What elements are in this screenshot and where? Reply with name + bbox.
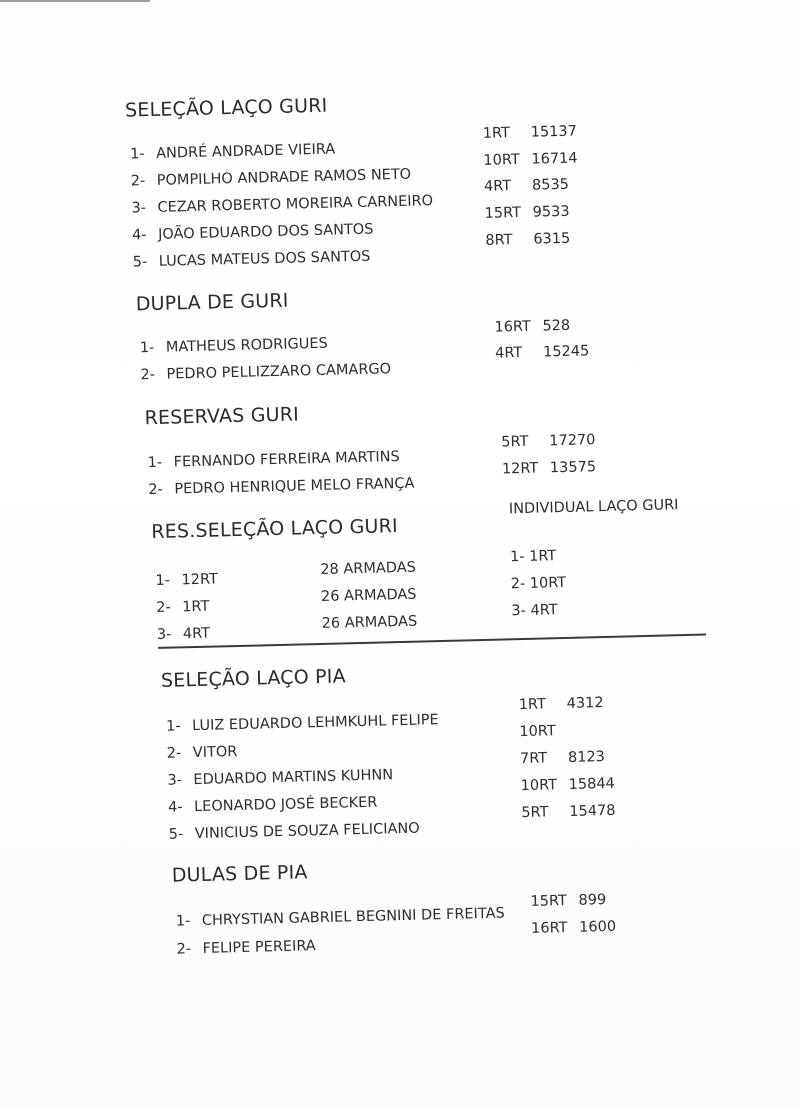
list-item: 1- ANDRÉ ANDRADE VIEIRA: [129, 141, 336, 163]
list-item: 4- JOÃO EDUARDO DOS SANTOS: [131, 221, 374, 244]
section-title-individual-laco-guri: INDIVIDUAL LAÇO GURI: [508, 497, 679, 518]
rt-code: 4RT 15245: [494, 343, 590, 362]
rt-code: 10RT 16714: [483, 150, 578, 169]
rt-code: 8RT 6315: [485, 230, 571, 249]
divider-line: [158, 634, 706, 649]
list-item: 3- EDUARDO MARTINS KUHNN: [167, 767, 394, 789]
rt-code: 1RT 4312: [518, 695, 604, 714]
list-item: 2- FELIPE PEREIRA: [176, 938, 316, 958]
rt-code: 7RT 8123: [519, 749, 606, 768]
scan-edge-line: [0, 0, 150, 2]
rt-code: 5RT 15478: [521, 802, 616, 822]
list-item: 1- MATHEUS RODRIGUES: [139, 335, 328, 357]
section-title-res-selecao-laco-guri: RES.SELEÇÃO LAÇO GURI: [151, 515, 399, 544]
list-item: 5- LUCAS MATEUS DOS SANTOS: [132, 248, 371, 271]
section-title-selecao-laco-guri: SELEÇÃO LAÇO GURI: [124, 94, 328, 122]
rt-code: 12RT 13575: [501, 459, 597, 478]
list-item: 2- VITOR: [166, 744, 238, 762]
score-text: 26 ARMADAS: [320, 586, 417, 605]
rt-code: 10RT: [519, 723, 556, 741]
rt-code: 15RT 899: [530, 892, 607, 910]
list-item: 3- 4RT: [156, 625, 211, 643]
list-item: 4- LEONARDO JOSÉ BECKER: [167, 794, 378, 816]
rt-code: 4RT 8535: [483, 176, 570, 195]
list-item: 2- POMPILHO ANDRADE RAMOS NETO: [130, 166, 412, 190]
list-item: 5- VINICIUS DE SOUZA FELICIANO: [168, 820, 420, 843]
list-item: 1- LUIZ EDUARDO LEHMKUHL FELIPE: [165, 712, 439, 735]
section-title-dulas-de-pia: DULAS DE PIA: [171, 861, 308, 887]
list-item: 1- 12RT: [155, 571, 219, 589]
individual-rank: 1- 1RT: [509, 548, 557, 566]
rt-code: 16RT 1600: [531, 918, 617, 937]
list-item: 2- PEDRO HENRIQUE MELO FRANÇA: [148, 475, 415, 499]
rt-code: 15RT 9533: [484, 203, 570, 222]
list-item: 3- CEZAR ROBERTO MOREIRA CARNEIRO: [131, 193, 434, 217]
section-title-selecao-laco-pia: SELEÇÃO LAÇO PIA: [160, 665, 347, 692]
score-text: 28 ARMADAS: [320, 559, 417, 578]
individual-rank: 3- 4RT: [511, 602, 558, 620]
section-title-dupla-de-guri: DUPLA DE GURI: [135, 289, 289, 316]
list-item: 1- CHRYSTIAN GABRIEL BEGNINI DE FREITAS: [175, 905, 505, 930]
section-title-reservas-guri: RESERVAS GURI: [144, 403, 300, 430]
list-item: 2- 1RT: [156, 598, 210, 616]
list-item: 1- FERNANDO FERREIRA MARTINS: [147, 448, 400, 472]
rt-code: 5RT 17270: [501, 432, 596, 451]
rt-code: 16RT 528: [494, 317, 571, 336]
rt-code: 1RT 15137: [482, 123, 578, 142]
individual-rank: 2- 10RT: [510, 574, 567, 593]
list-item: 2- PEDRO PELLIZZARO CAMARGO: [140, 361, 392, 384]
score-text: 26 ARMADAS: [321, 613, 418, 632]
rt-code: 10RT 15844: [520, 775, 616, 795]
